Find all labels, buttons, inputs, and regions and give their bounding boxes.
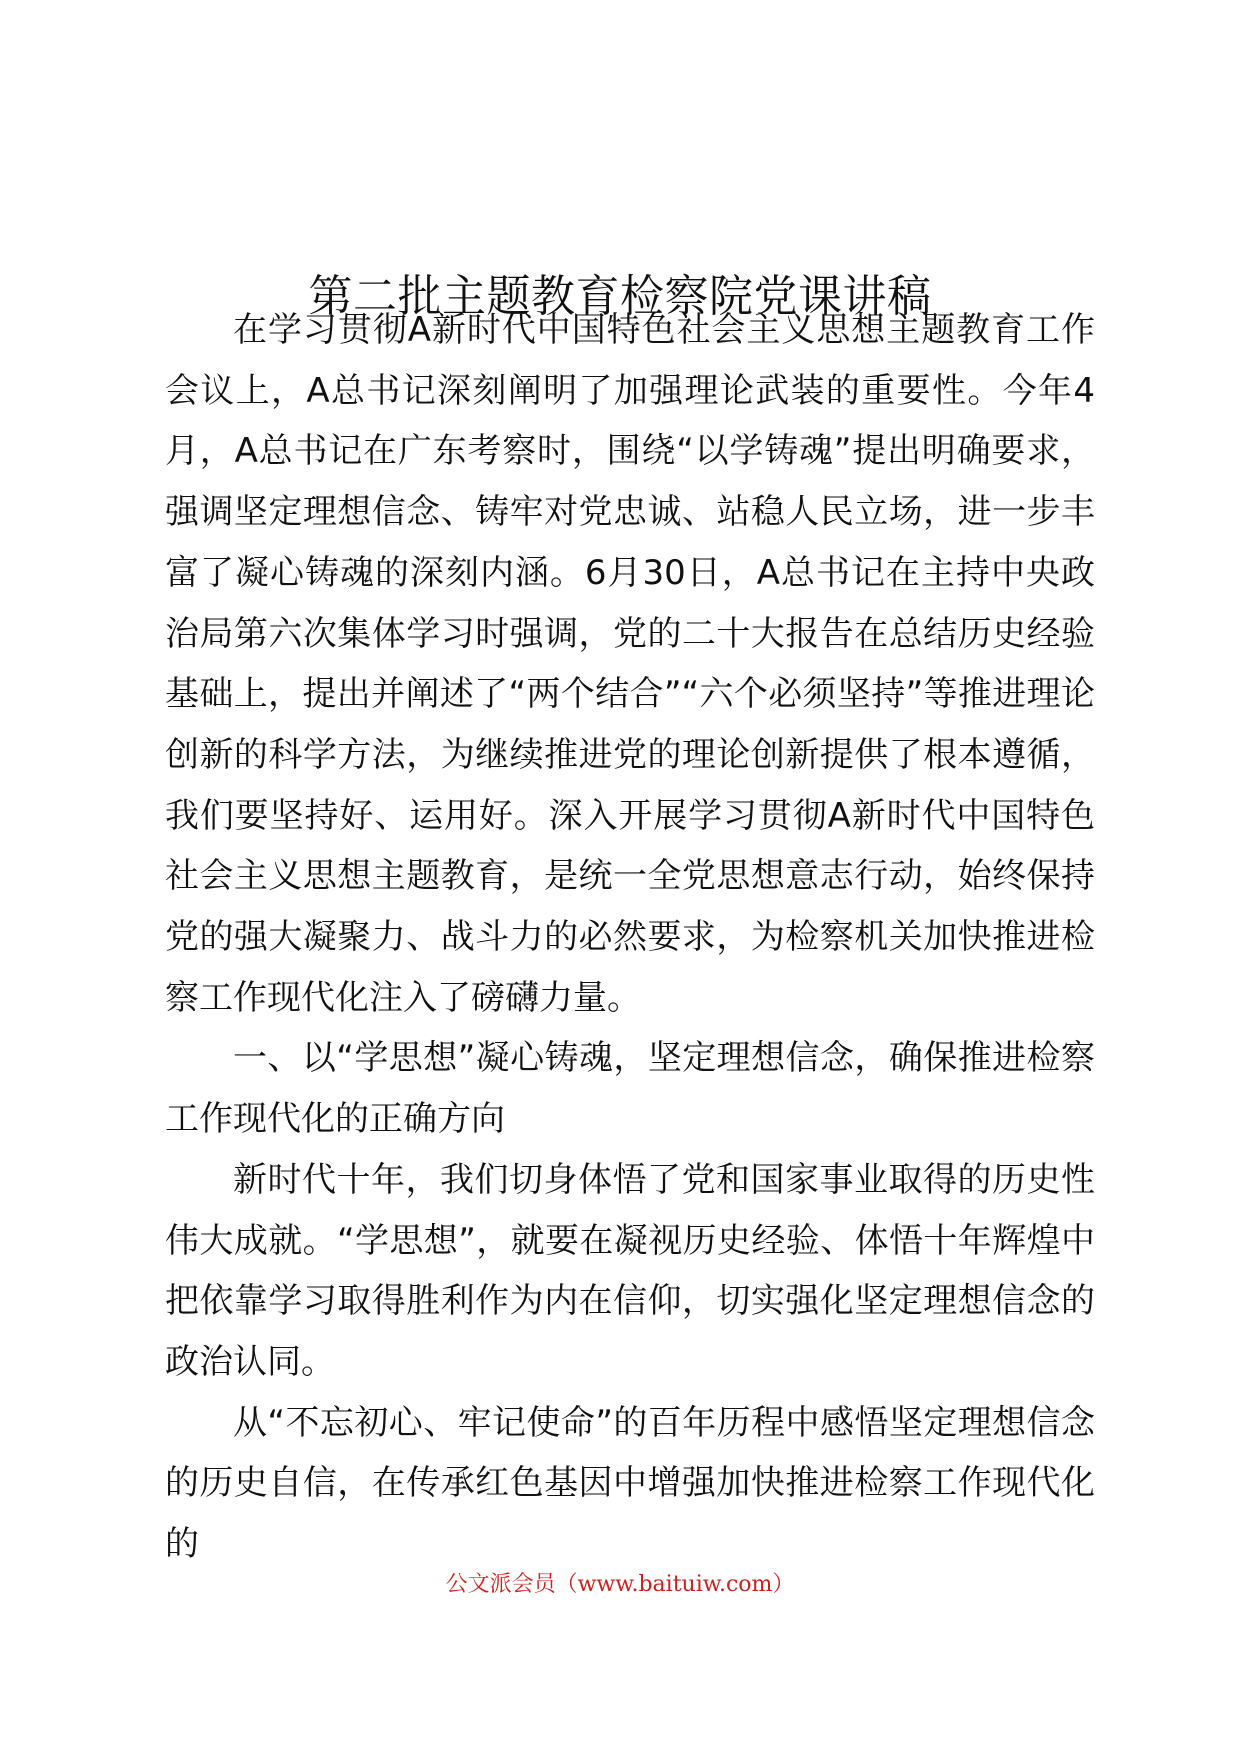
intro-paragraph: 在学习贯彻A新时代中国特色社会主义思想主题教育工作会议上，A总书记深刻阐明了加强理论武装的重要性。今年4月，A总书记在广东考察时，围绕“以学铸魂”提出明确要求，强调坚定理想信念、铸牢对党忠诚、站稳人民立场，进一步丰富了凝心铸魂的深刻内涵。6月30日，A总书记在主持中央政治局第六次集体学习时强调，党的二十大报告在总结历史经验基础上，提出并阐述了“两个结合”“六个必须坚持”等推进理论创新的科学方法，为继续推进党的理论创新提供了根本遵循，我们要坚持好、运用好。深入开展学习贯彻A新时代中国特色社会主义思想主题教育，是统一全党思想意志行动，始终保持党的强大凝聚力、战斗力的必然要求，为检察机关加快推进检察工作现代化注入了磅礴力量。 xyxy=(165,310,1095,1018)
document-body xyxy=(165,300,1095,1575)
document-title: 第二批主题教育检察院党课讲稿 xyxy=(308,271,932,323)
footer-watermark: 公文派会员（www.baituiw.com） xyxy=(445,1572,795,1597)
section-paragraph-2: 从“不忘初心、牢记使命”的百年历程中感悟坚定理想信念的历史自信，在传承红色基因中增强加快推进检察工作现代化的 xyxy=(165,1402,1095,1565)
section-heading: 一、以“学思想”凝心铸魂，坚定理想信念，确保推进检察工作现代化的正确方向 xyxy=(165,1038,1095,1140)
section-paragraph-1: 新时代十年，我们切身体悟了党和国家事业取得的历史性伟大成就。“学思想”，就要在凝视历史经验、体悟十年辉煌中把依靠学习取得胜利作为内在信仰，切实强化坚定理想信念的政治认同。 xyxy=(165,1159,1095,1382)
